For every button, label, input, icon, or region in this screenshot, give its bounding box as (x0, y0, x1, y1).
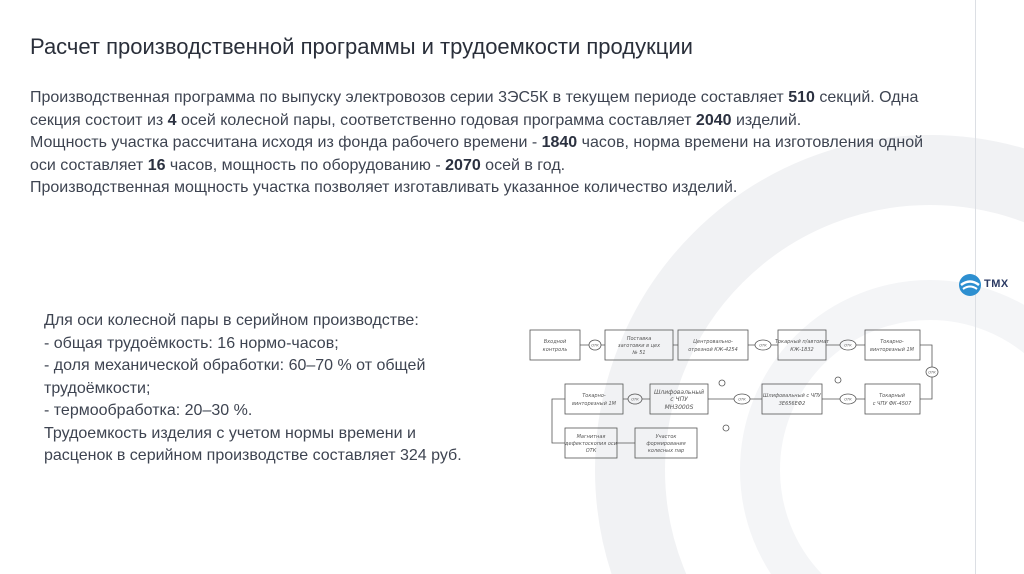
flow-label: Шлифовальный (653, 389, 705, 396)
flow-label: Центровально- (693, 339, 733, 345)
text-segment: осей колесной пары, соответственно годовая программа составляет (176, 111, 696, 129)
flow-box-grinding-3e656 (762, 384, 822, 414)
flow-label: отрезной КЖ-4254 (688, 347, 738, 353)
intro-line-1 (30, 87, 930, 132)
text-segment: осей в год. (480, 156, 566, 174)
flow-label: КЖ-1832 (790, 347, 814, 353)
flow-label: с ЧПУ ФК-4507 (872, 401, 912, 407)
flow-label: ОТК (585, 448, 597, 454)
tmh-logo-icon (957, 272, 983, 298)
flow-label: контроль (542, 347, 568, 353)
details-item: - доля механической обработки: 60–70 % от общей трудоёмкости; (44, 357, 426, 397)
text-segment: Производственная программа по выпуску электровозов серии 3ЭС5К в текущем периоде составляет (30, 89, 789, 106)
value-capacity: 2070 (445, 156, 481, 174)
text-segment: часов, мощность по оборудованию - (165, 156, 446, 174)
flow-label: Магнитная (576, 434, 606, 440)
flow-label: винторезный 1М (870, 347, 914, 353)
flow-box-cnc-lathe (865, 384, 920, 414)
flow-label: № 51 (632, 350, 646, 356)
flow-box-screw-lathe-1 (865, 330, 920, 360)
value-axles: 4 (167, 111, 177, 129)
details-list (44, 310, 474, 468)
value-annual-program: 2040 (695, 111, 732, 129)
flow-label: заготовки в цех (617, 343, 661, 349)
flow-label: Поставка (626, 336, 652, 342)
text-segment: секций. Одна секция состоит из (30, 89, 919, 129)
flow-label: Шлифовальный с ЧПУ (763, 393, 821, 399)
otk-label: ОТК (928, 370, 936, 375)
otk-label: ОТК (844, 397, 852, 402)
text-segment: изделий. (731, 111, 802, 129)
flow-box-centering-cutting (678, 330, 748, 360)
flow-box-input-control (530, 330, 580, 360)
tmh-logo (957, 272, 1024, 300)
details-item: - общая трудоёмкость: 16 нормо-часов; (44, 334, 339, 352)
flow-label: Токарно- (880, 339, 904, 345)
flow-label: винторезный 1М (572, 401, 616, 407)
otk-label: ОТК (591, 343, 599, 348)
flow-label: Токарный п/автомат (774, 339, 830, 345)
flow-label: Токарный (879, 393, 905, 399)
logo-text: ТМХ (984, 278, 1009, 290)
flow-label: формирования (646, 441, 686, 447)
flow-label: Входной (543, 339, 567, 345)
details-item: - термообработка: 20–30 %. (44, 402, 253, 419)
details-summary: Трудоемкость изделия с учетом нормы времени и расценок в серийном производстве составляет 324 руб. (44, 424, 462, 464)
flow-box-lathe-automatic (778, 330, 826, 360)
flow-label: Токарно- (582, 393, 606, 399)
otk-label: ОТК (759, 343, 767, 348)
flow-box-screw-lathe-2 (565, 384, 623, 414)
page-title: Расчет производственной программы и трудоемкости продукции (30, 34, 693, 59)
flow-label: с ЧПУ (670, 396, 688, 403)
process-flow-diagram (520, 320, 940, 470)
otk-label: ОТК (738, 397, 746, 402)
details-heading: Для оси колесной пары в серийном производстве: (44, 312, 419, 329)
otk-label: ОТК (631, 397, 639, 402)
intro-paragraph (30, 87, 930, 200)
flow-label: 3Е656ЕФ2 (778, 401, 806, 407)
value-norm-hours: 16 (147, 156, 166, 174)
value-work-hours: 1840 (541, 134, 578, 151)
text-segment: часов, норма времени на изготовления одной оси составляет (30, 134, 924, 174)
intro-line-2 (30, 132, 930, 177)
otk-label: ОТК (844, 343, 852, 348)
intro-line-3: Производственная мощность участка позволяет изготавливать указанное количество изделий. (30, 179, 738, 196)
flow-label: колесных пар (647, 448, 685, 454)
flow-label: дефектоскопия оси (565, 441, 617, 447)
text-segment: Мощность участка рассчитана исходя из фонда рабочего времени - (30, 134, 542, 151)
flow-label: МН3000S (664, 404, 694, 411)
flow-label: Участок (655, 434, 677, 440)
value-sections: 510 (788, 89, 815, 106)
